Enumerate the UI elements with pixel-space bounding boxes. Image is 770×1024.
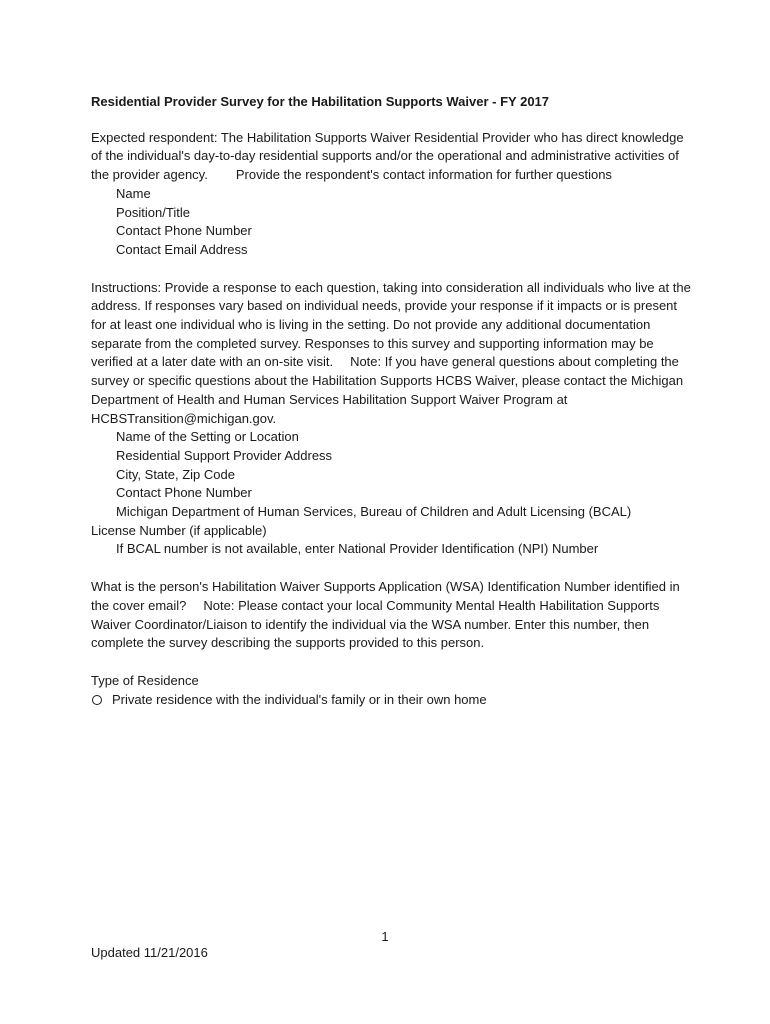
wsa-question-text: What is the person's Habilitation Waiver Supports Application (WSA) Identification Number identified in the cover email?	[91, 579, 680, 613]
respondent-field-name[interactable]: Name	[116, 185, 151, 201]
residence-type-label: Type of Residence	[91, 672, 199, 688]
respondent-contact-prompt: Provide the respondent's contact information for further questions	[235, 167, 612, 183]
provider-address-field[interactable]: Residential Support Provider Address	[116, 447, 333, 463]
instructions-body: Instructions: Provide a response to each question, taking into consideration all individuals who live at the address. If responses vary based on individual needs, provide your response if it impacts or is present for at least one individual who is living in the setting. Do not provide any additional documentation separate from the completed survey. Responses to this survey and supporting information may be verified at a later date with an on-site visit.	[91, 279, 691, 370]
city-state-zip-field[interactable]: City, State, Zip Code	[116, 466, 235, 482]
page-number: 1	[381, 929, 389, 944]
setting-phone-field[interactable]: Contact Phone Number	[116, 485, 252, 501]
wsa-question	[91, 578, 691, 653]
respondent-field-phone[interactable]: Contact Phone Number	[116, 223, 252, 239]
wsa-section	[91, 578, 691, 653]
bcal-license-field[interactable]: Michigan Department of Human Services, Bureau of Children and Adult Licensing (BCAL)	[116, 504, 632, 520]
instructions-section	[91, 279, 691, 560]
respondent-field-email[interactable]: Contact Email Address	[116, 241, 248, 257]
document-page	[91, 93, 691, 709]
footer-updated-date: Updated 11/21/2016	[91, 945, 208, 960]
respondent-description	[91, 129, 691, 185]
respondent-section	[91, 129, 691, 260]
residence-section	[91, 672, 691, 709]
instructions-note: Note: If you have general questions about completing the survey or specific questions about the Habilitation Supports HCBS Waiver, please contact the Michigan Department of Health and Human Services Habilitation Support Waiver Program at HCBSTransition@michigan.gov.	[91, 354, 684, 426]
radio-button-icon[interactable]	[92, 695, 102, 705]
respondent-text: Expected respondent: The Habilitation Supports Waiver Residential Provider who has direct knowledge of the individual's day-to-day residential supports and/or the operational and administrative activities of the provider agency.	[91, 129, 684, 183]
residence-option-private[interactable]	[91, 691, 691, 710]
wsa-note: Note: Please contact your local Community Mental Health Habilitation Supports Waiver Coordinator/Liaison to identify the individual via the WSA number. Enter this number, then complete the survey describing the supports provided to this person.	[91, 597, 660, 651]
bcal-license-field-continued: License Number (if applicable)	[91, 522, 267, 538]
setting-name-field[interactable]: Name of the Setting or Location	[116, 429, 299, 445]
npi-number-field[interactable]: If BCAL number is not available, enter National Provider Identification (NPI) Number	[116, 541, 599, 557]
residence-option-label: Private residence with the individual's family or in their own home	[112, 691, 487, 707]
respondent-field-position[interactable]: Position/Title	[116, 204, 190, 220]
instructions-text	[91, 279, 691, 429]
survey-title: Residential Provider Survey for the Habilitation Supports Waiver - FY 2017	[91, 94, 550, 109]
